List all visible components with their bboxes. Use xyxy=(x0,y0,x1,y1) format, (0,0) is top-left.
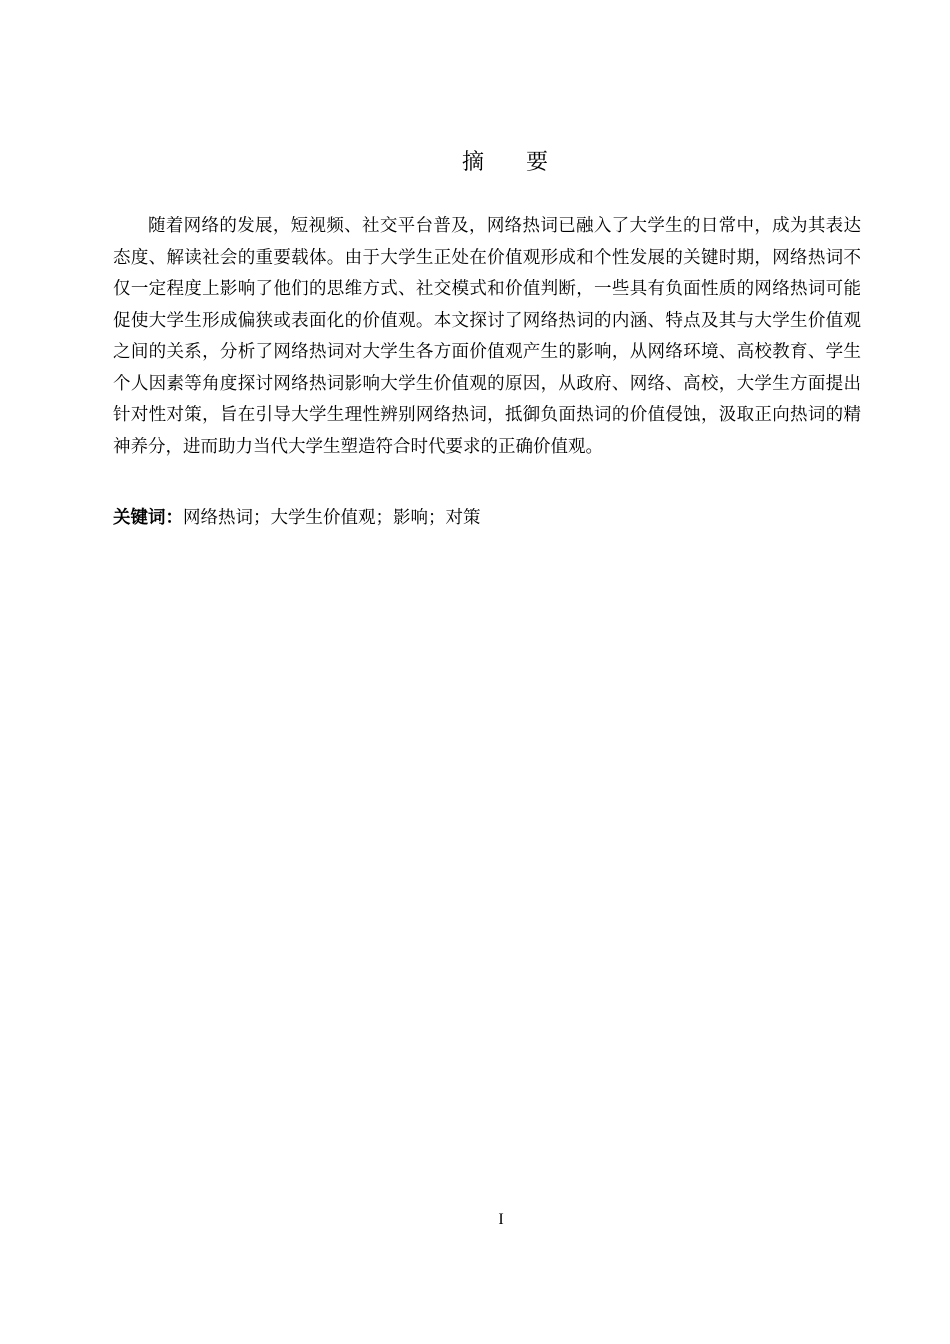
abstract-title-char-1: 摘 xyxy=(461,150,484,175)
abstract-title-char-2: 要 xyxy=(526,150,549,175)
abstract-title xyxy=(0,146,950,180)
page-number: I xyxy=(498,1211,504,1228)
abstract-body: 随着网络的发展，短视频、社交平台普及，网络热词已融入了大学生的日常中，成为其表达态度、解读社会的重要载体。由于大学生正处在价值观形成和个性发展的关键时期，网络热词不仅一定程度上影响了他们的思维方式、社交模式和价值判断，一些具有负面性质的网络热词可能促使大学生形成偏狭或表面化的价值观。本文探讨了网络热词的内涵、特点及其与大学生价值观之间的关系，分析了网络热词对大学生各方面价值观产生的影响，从网络环境、高校教育、学生个人因素等角度探讨网络热词影响大学生价值观的原因，从政府、网络、高校，大学生方面提出针对性对策，旨在引导大学生理性辨别网络热词，抵御负面热词的价值侵蚀，汲取正向热词的精神养分，进而助力当代大学生塑造符合时代要求的正确价值观。 xyxy=(113,216,861,457)
keywords-label: 关键词： xyxy=(113,508,183,528)
keywords-list: 网络热词；大学生价值观；影响；对策 xyxy=(183,508,481,528)
keywords-line xyxy=(113,503,861,535)
